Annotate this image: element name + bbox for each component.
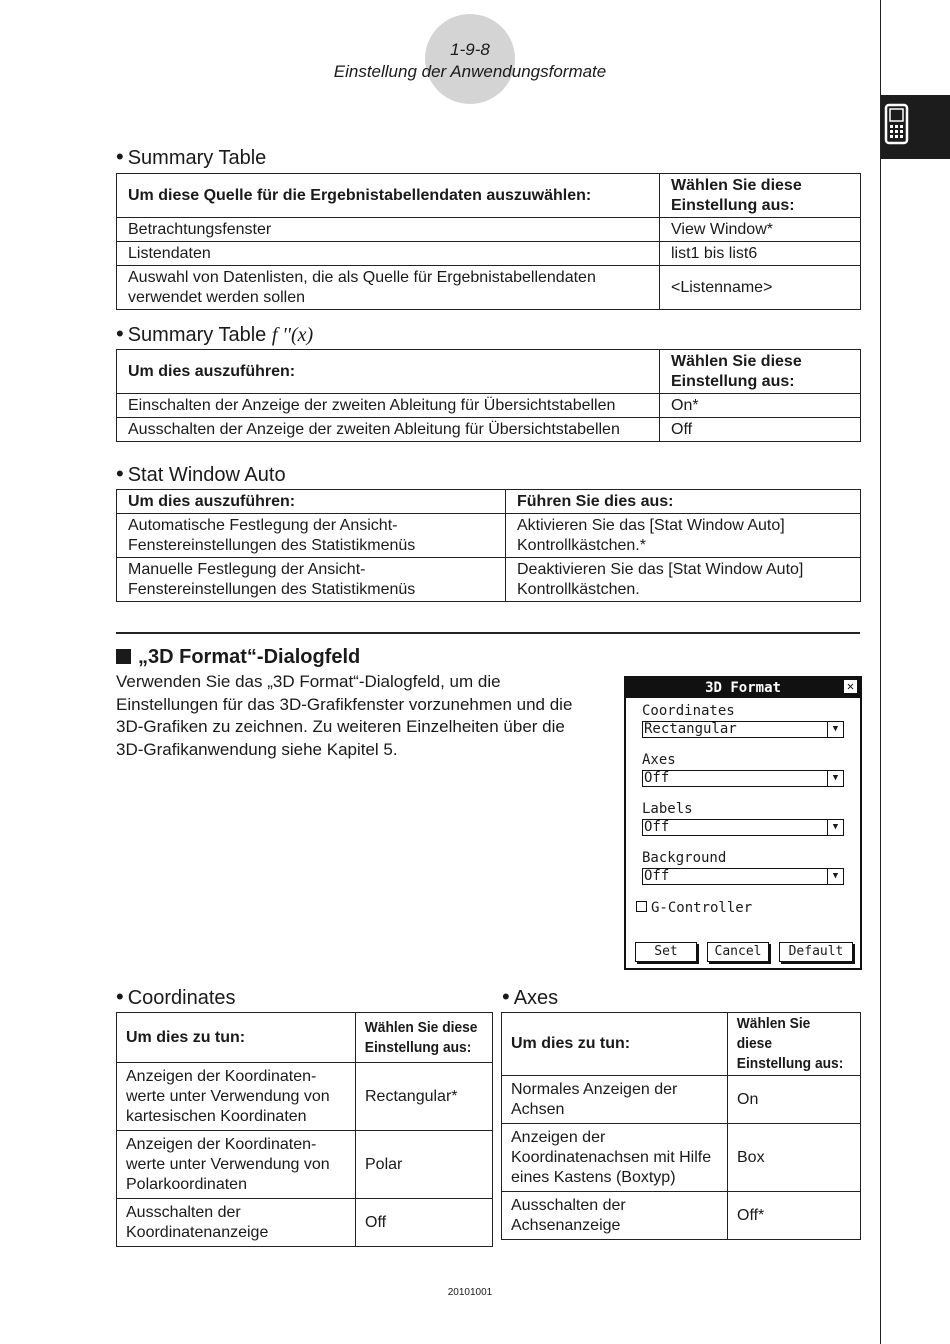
default-button[interactable]: Default xyxy=(779,942,853,962)
table-row xyxy=(117,558,861,602)
axes-label: Axes xyxy=(642,752,676,768)
table-header-cell: Führen Sie dies aus: xyxy=(506,490,861,514)
table-cell: Anzeigen der Koordinaten-werte unter Verwendung von Polarkoordinaten xyxy=(117,1131,356,1199)
table-cell: Listendaten xyxy=(117,242,660,266)
table-row xyxy=(117,418,861,442)
table-header-cell: Um dies zu tun: xyxy=(117,1013,356,1063)
table-row xyxy=(117,218,861,242)
background-label: Background xyxy=(642,850,727,866)
summary-table-heading: • Summary Table xyxy=(116,144,267,169)
table-cell: Off xyxy=(356,1199,493,1247)
chevron-down-icon[interactable]: ▼ xyxy=(827,722,843,737)
table-header-cell: Um diese Quelle für die Ergebnistabellendaten auszuwählen: xyxy=(117,174,660,218)
summary-table xyxy=(116,173,861,310)
section-divider xyxy=(116,632,860,634)
g-controller-checkbox[interactable]: G-Controller xyxy=(636,900,752,916)
table-header-cell: Wählen Sie diese Einstellung aus: xyxy=(660,174,861,218)
bullet-icon: • xyxy=(116,144,124,169)
table-cell: Ausschalten der Achsenanzeige xyxy=(502,1192,728,1240)
table-row xyxy=(117,242,861,266)
table-cell: Rectangular* xyxy=(356,1063,493,1131)
table-header-cell: Um dies zu tun: xyxy=(502,1013,728,1076)
page-title: Einstellung der Anwendungsformate xyxy=(333,62,607,81)
background-select[interactable]: Off ▼ xyxy=(642,868,844,885)
table-header-cell: Wählen Sie diese Einstellung aus: xyxy=(728,1013,850,1076)
table-cell: Auswahl von Datenlisten, die als Quelle für Ergebnistabellendaten verwendet werden sollen xyxy=(117,266,660,310)
table-header-cell: Wählen Sie diese Einstellung aus: xyxy=(356,1013,482,1063)
3d-format-dialog xyxy=(624,676,862,970)
coordinates-label: Coordinates xyxy=(642,703,735,719)
table-cell: Polar xyxy=(356,1131,493,1199)
table-header-row xyxy=(117,1013,493,1063)
axes-heading: • Axes xyxy=(502,984,559,1009)
footer-code: 20101001 xyxy=(447,1287,493,1298)
table-cell: Off xyxy=(660,418,861,442)
table-cell: list1 bis list6 xyxy=(660,242,861,266)
coordinates-table xyxy=(116,1012,493,1247)
coordinates-select[interactable]: Rectangular ▼ xyxy=(642,721,844,738)
table-row xyxy=(502,1192,861,1240)
table-cell: <Listenname> xyxy=(660,266,861,310)
summary-table-f2-heading: • Summary Table f ''(x) xyxy=(116,321,314,346)
table-cell: On xyxy=(728,1076,861,1124)
table-cell: Manuelle Festlegung der Ansicht-Fenstereinstellungen des Statistikmenüs xyxy=(117,558,506,602)
labels-select[interactable]: Off ▼ xyxy=(642,819,844,836)
table-cell: Betrachtungsfenster xyxy=(117,218,660,242)
table-header-cell: Um dies auszuführen: xyxy=(117,350,660,394)
calculator-icon xyxy=(881,95,950,159)
chevron-down-icon[interactable]: ▼ xyxy=(827,820,843,835)
table-cell: Box xyxy=(728,1124,861,1192)
table-row xyxy=(502,1124,861,1192)
coordinates-heading: • Coordinates xyxy=(116,984,236,1009)
stat-window-table xyxy=(116,489,861,602)
chevron-down-icon[interactable]: ▼ xyxy=(827,869,843,884)
dialog-title: 3D Format xyxy=(626,678,860,698)
bullet-icon: • xyxy=(116,461,124,486)
table-row xyxy=(117,1063,493,1131)
table-header-row xyxy=(117,350,861,394)
table-cell: Ausschalten der Koordinatenanzeige xyxy=(117,1199,356,1247)
table-cell: Anzeigen der Koordinaten-werte unter Verwendung von kartesischen Koordinaten xyxy=(117,1063,356,1131)
bullet-icon: • xyxy=(116,321,124,346)
page-number: 1-9-8 xyxy=(450,40,490,59)
table-cell: Ausschalten der Anzeige der zweiten Ableitung für Übersichtstabellen xyxy=(117,418,660,442)
table-row xyxy=(502,1076,861,1124)
table-header-row xyxy=(502,1013,861,1076)
table-header-row xyxy=(117,490,861,514)
table-row xyxy=(117,1199,493,1247)
table-cell: Einschalten der Anzeige der zweiten Ableitung für Übersichtstabellen xyxy=(117,394,660,418)
table-header-cell: Wählen Sie diese Einstellung aus: xyxy=(660,350,861,394)
table-cell: Automatische Festlegung der Ansicht-Fenstereinstellungen des Statistikmenüs xyxy=(117,514,506,558)
summary-table-f2 xyxy=(116,349,861,442)
table-header-cell: Um dies auszuführen: xyxy=(117,490,506,514)
section-paragraph: Verwenden Sie das „3D Format“-Dialogfeld, um die Einstellungen für das 3D-Grafikfenster vorzunehmen und die 3D-Grafiken zu zeichnen. Zu weiteren Einzelheiten über die 3D-Grafikanwendung siehe Kapitel 5. xyxy=(116,672,573,759)
checkbox-icon[interactable] xyxy=(636,901,647,912)
square-bullet-icon xyxy=(116,649,131,664)
bullet-icon: • xyxy=(502,984,510,1009)
table-cell: Deaktivieren Sie das [Stat Window Auto] Kontrollkästchen. xyxy=(506,558,861,602)
chevron-down-icon[interactable]: ▼ xyxy=(827,771,843,786)
close-icon[interactable]: ✕ xyxy=(844,680,857,693)
labels-label: Labels xyxy=(642,801,693,817)
table-cell: Aktivieren Sie das [Stat Window Auto] Kontrollkästchen.* xyxy=(506,514,861,558)
table-cell: View Window* xyxy=(660,218,861,242)
set-button[interactable]: Set xyxy=(635,942,697,962)
bullet-icon: • xyxy=(116,984,124,1009)
page-margin-line xyxy=(880,0,881,1344)
math-expression: f ''(x) xyxy=(271,324,314,346)
table-cell: Normales Anzeigen der Achsen xyxy=(502,1076,728,1124)
table-row xyxy=(117,514,861,558)
table-header-row xyxy=(117,174,861,218)
table-row xyxy=(117,1131,493,1199)
chapter-tab xyxy=(881,95,950,159)
table-cell: Off* xyxy=(728,1192,861,1240)
table-cell: On* xyxy=(660,394,861,418)
stat-window-heading: • Stat Window Auto xyxy=(116,461,286,486)
section-title: „3D Format“-Dialogfeld xyxy=(116,646,360,669)
axes-table xyxy=(501,1012,861,1240)
axes-select[interactable]: Off ▼ xyxy=(642,770,844,787)
table-row xyxy=(117,394,861,418)
table-cell: Anzeigen der Koordinatenachsen mit Hilfe eines Kastens (Boxtyp) xyxy=(502,1124,728,1192)
table-row xyxy=(117,266,861,310)
cancel-button[interactable]: Cancel xyxy=(707,942,769,962)
